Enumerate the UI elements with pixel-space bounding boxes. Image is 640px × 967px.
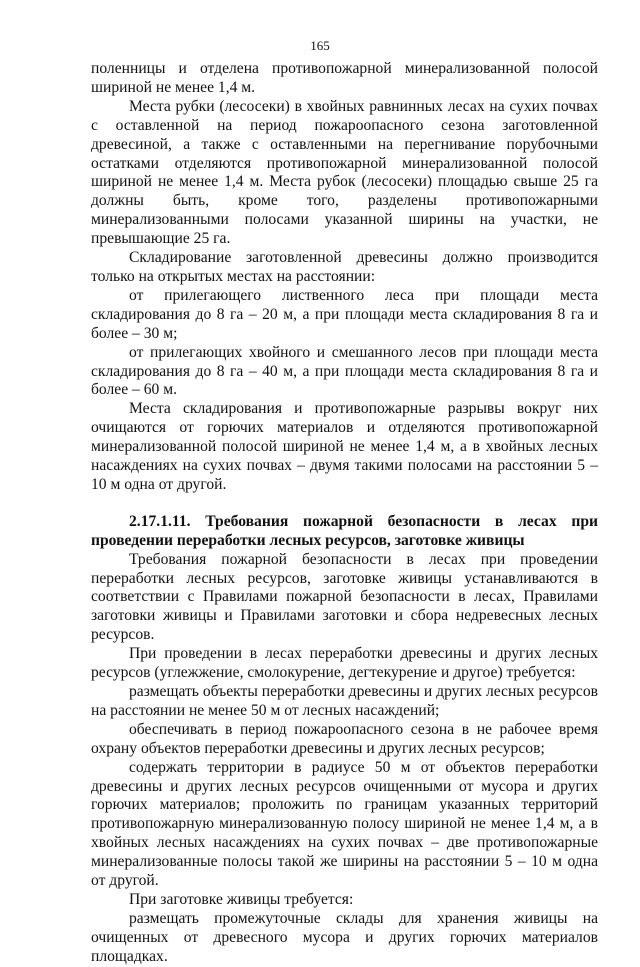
section-heading: 2.17.1.11. Требования пожарной безопасности в лесах при проведении переработки лесных ресурсов, заготовке живицы: [91, 512, 598, 549]
paragraph-processing-guard: обеспечивать в период пожароопасного сезона в не рабочее время охрану объектов переработки древесины и других лесных ресурсов;: [91, 720, 598, 757]
paragraph-resin-storage: размещать промежуточные склады для хранения живицы на очищенных от древесного мусора и других горючих материалов площадках.: [91, 909, 598, 965]
paragraph-processing-placement: размещать объекты переработки древесины и других лесных ресурсов на расстоянии не менее 50 м от лесных насаждений;: [91, 683, 598, 719]
page-number: 165: [310, 38, 330, 53]
paragraph-storage-clearing: Места складирования и противопожарные разрывы вокруг них очищаются от горючих материалов и отделяются противопожарной минерализованной полосой шириной не менее 1,4 м, а в хвойных лесных насаждениях на сухих почвах – двумя такими полосами на расстоянии 5 – 10 м одна от другой.: [91, 400, 598, 493]
paragraph-requirements-basis: Требования пожарной безопасности в лесах при проведении переработки лесных ресурсов, заготовке живицы устанавливаются в соответствии с Правилами пожарной безопасности в лесах, Правилами заготовки живицы и Правилами заготовки и сбора недревесных лесных ресурсов.: [91, 550, 598, 644]
paragraph-processing-intro: При проведении в лесах переработки древесины и других лесных ресурсов (углежжение, смолокурение, дегтекурение и другое) требуется:: [91, 645, 598, 682]
paragraph-resin-intro: При заготовке живицы требуется:: [129, 890, 354, 908]
document-body: [91, 60, 598, 967]
paragraph-processing-territory: содержать территории в радиусе 50 м от объектов переработки древесины и других лесных ресурсов очищенными от мусора и других горючих материалов; проложить по границам указанных территорий противопожарную минерализованную полосу шириной не менее 1,4 м, а в хвойных лесных насаждениях на сухих почвах – две противопожарные минерализованные полосы такой же ширины на расстоянии 5 – 10 м одна от другой.: [91, 758, 598, 890]
paragraph-deciduous-distance: от прилегающего лиственного леса при площади места складирования до 8 га – 20 м, а при площади места складирования 8 га и более – 30 м;: [91, 286, 598, 342]
paragraph-clearing-sites: Места рубки (лесосеки) в хвойных равнинных лесах на сухих почвах с оставленной на период пожароопасного сезона заготовленной древесиной, а также с оставленными на перегнивание порубочными остатками отделяются противопожарной минерализованной полосой шириной не менее 1,4 м. Места рубок (лесосеки) площадью свыше 25 га должны быть, кроме того, разделены противопожарными минерализованными полосами указанной ширины на участки, не превышающие 25 га.: [91, 97, 598, 248]
paragraph-storage-intro: Складирование заготовленной древесины должно производится только на открытых местах на расстоянии:: [91, 249, 598, 285]
paragraph-coniferous-distance: от прилегающих хвойного и смешанного лесов при площади места складирования до 8 га – 40 м, а при площади места складирования 8 га и более – 60 м.: [91, 343, 598, 399]
paragraph-continuation: поленницы и отделена противопожарной минерализованной полосой шириной не менее 1,4 м.: [91, 60, 598, 96]
